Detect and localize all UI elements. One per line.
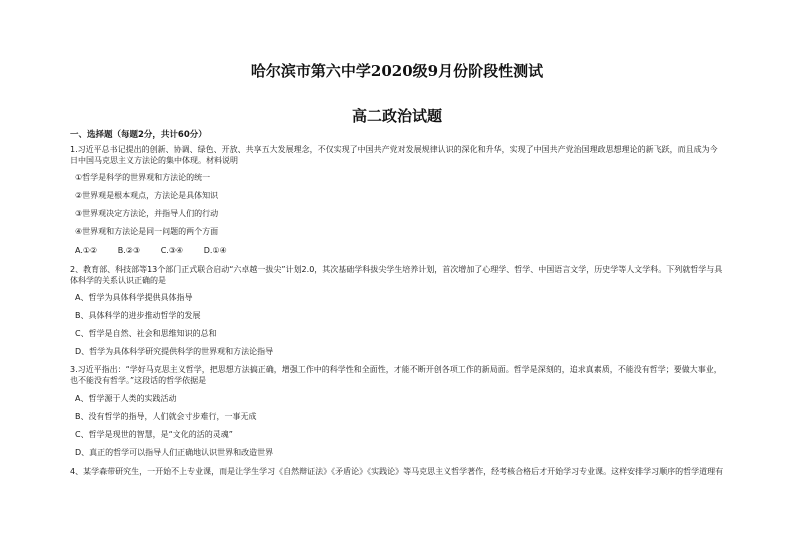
question-2-text: 2、教育部、科技部等13个部门正式联合启动“六卓越一拔尖”计划2.0，其次基础学科拔尖学生培养计划，首次增加了心理学、哲学、中国语言文学，历史学等人文学科。下列就哲学与具体科学的关系认识正确的是 <box>70 265 723 285</box>
exam-title: 哈尔滨市第六中学2020级9月份阶段性测试 <box>250 62 544 80</box>
question-1-text: 1.习近平总书记提出的创新、协调、绿色、开放、共享五大发展理念，不仅实现了中国共产党对发展规律认识的深化和升华，实现了中国共产党治国理政思想理论的新飞跃，而且成为今日中国马克思主义方法论的集中体现。材料说明 <box>70 145 718 165</box>
choice-b: B.②③ <box>117 246 141 255</box>
choice-c: C.③④ <box>160 246 184 255</box>
question-1-option-1: ①哲学是科学的世界观和方法论的统一 <box>75 173 211 182</box>
question-2-option-d: D、哲学为具体科学研究提供科学的世界观和方法论指导 <box>75 347 274 356</box>
section-heading: 一、选择题（每题2分，共计60分） <box>70 130 207 140</box>
question-3-option-b: B、没有哲学的指导，人们就会寸步难行，一事无成 <box>75 412 257 421</box>
question-3-option-d: D、真正的哲学可以指导人们正确地认识世界和改造世界 <box>75 448 274 457</box>
question-2-option-b: B、具体科学的进步推动哲学的发展 <box>75 311 201 320</box>
choice-d: D.①④ <box>203 246 227 255</box>
question-1-choices <box>75 246 245 255</box>
question-3-option-c: C、哲学是现世的智慧，是“文化的活的灵魂” <box>75 430 233 439</box>
question-1-option-2: ②世界观是根本观点，方法论是具体知识 <box>75 191 219 200</box>
question-3-text: 3.习近平指出：“学好马克思主义哲学，把思想方法搞正确，增强工作中的科学性和全面性，才能不断开创各项工作的新局面。哲学是深刻的，追求真素质，不能没有哲学；要做大事业，也不能没有哲学。”这段话的哲学依据是 <box>70 365 722 385</box>
question-2-option-a: A、哲学为具体科学提供具体指导 <box>75 293 193 302</box>
question-1-option-4: ④世界观和方法论是同一问题的两个方面 <box>75 227 219 236</box>
question-4-text: 4、某学森带研究生，一开始不上专业课，而是让学生学习《自然辩证法》《矛盾论》《实践论》等马克思主义哲学著作，经考核合格后才开始学习专业课。这样安排学习顺序的哲学道理有 <box>70 467 724 476</box>
question-2-option-c: C、哲学是自然、社会和思维知识的总和 <box>75 329 217 338</box>
question-3-option-a: A、哲学源于人类的实践活动 <box>75 394 177 403</box>
choice-a: A.①② <box>75 246 98 255</box>
exam-subtitle: 高二政治试题 <box>351 107 442 125</box>
question-1-option-3: ③世界观决定方法论，并指导人们的行动 <box>75 209 219 218</box>
